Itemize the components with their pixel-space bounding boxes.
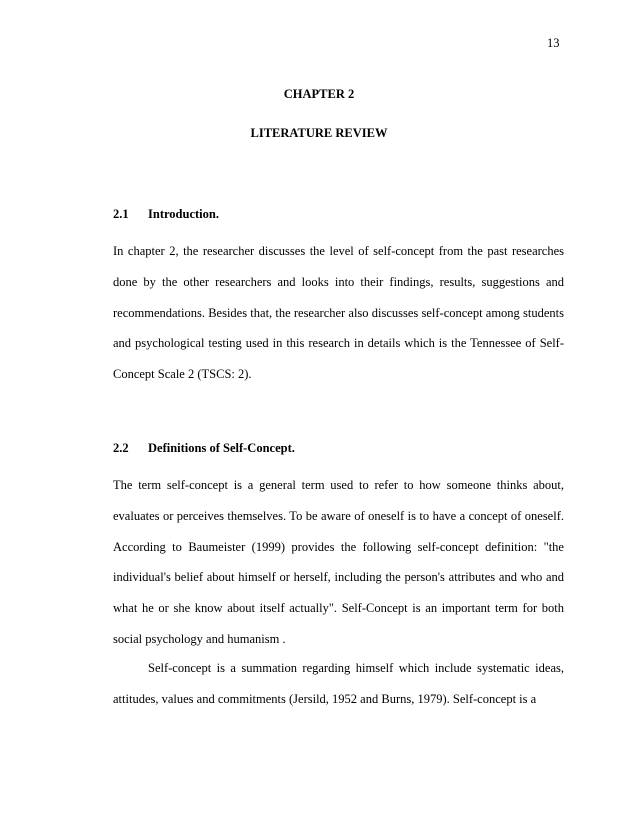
section-title: Introduction. [148, 207, 219, 221]
section-number: 2.2 [113, 441, 129, 455]
chapter-label: CHAPTER 2 [283, 87, 355, 101]
section-heading-introduction [113, 207, 219, 222]
paragraph-definitions: The term self-concept is a general term used to refer to how someone thinks about, evaluates or perceives themselves. To be aware of oneself is to have a concept of oneself. According to Baumeister (1999) provides the following self-concept definition: "the individual's belief about himself or herself, including the person's attributes and who and what he or she know about itself actually". Self-Concept is an important term for both social psychology and humanism . [113, 478, 564, 646]
paragraph-introduction: In chapter 2, the researcher discusses the level of self-concept from the past researches done by the other researchers and looks into their findings, results, suggestions and recommendations. Besides that, the researcher also discusses self-concept among students and psychological testing used in this research in details which is the Tennessee of Self-Concept Scale 2 (TSCS: 2). [113, 244, 564, 382]
section-title: Definitions of Self-Concept. [148, 441, 295, 455]
section-number: 2.1 [113, 207, 129, 221]
chapter-title: LITERATURE REVIEW [250, 126, 388, 140]
section-heading-definitions [113, 441, 295, 456]
page-number: 13 [547, 36, 560, 50]
paragraph-summation: Self-concept is a summation regarding himself which include systematic ideas, attitudes, values and commitments (Jersild, 1952 and Burns, 1979). Self-concept is a [113, 661, 564, 706]
